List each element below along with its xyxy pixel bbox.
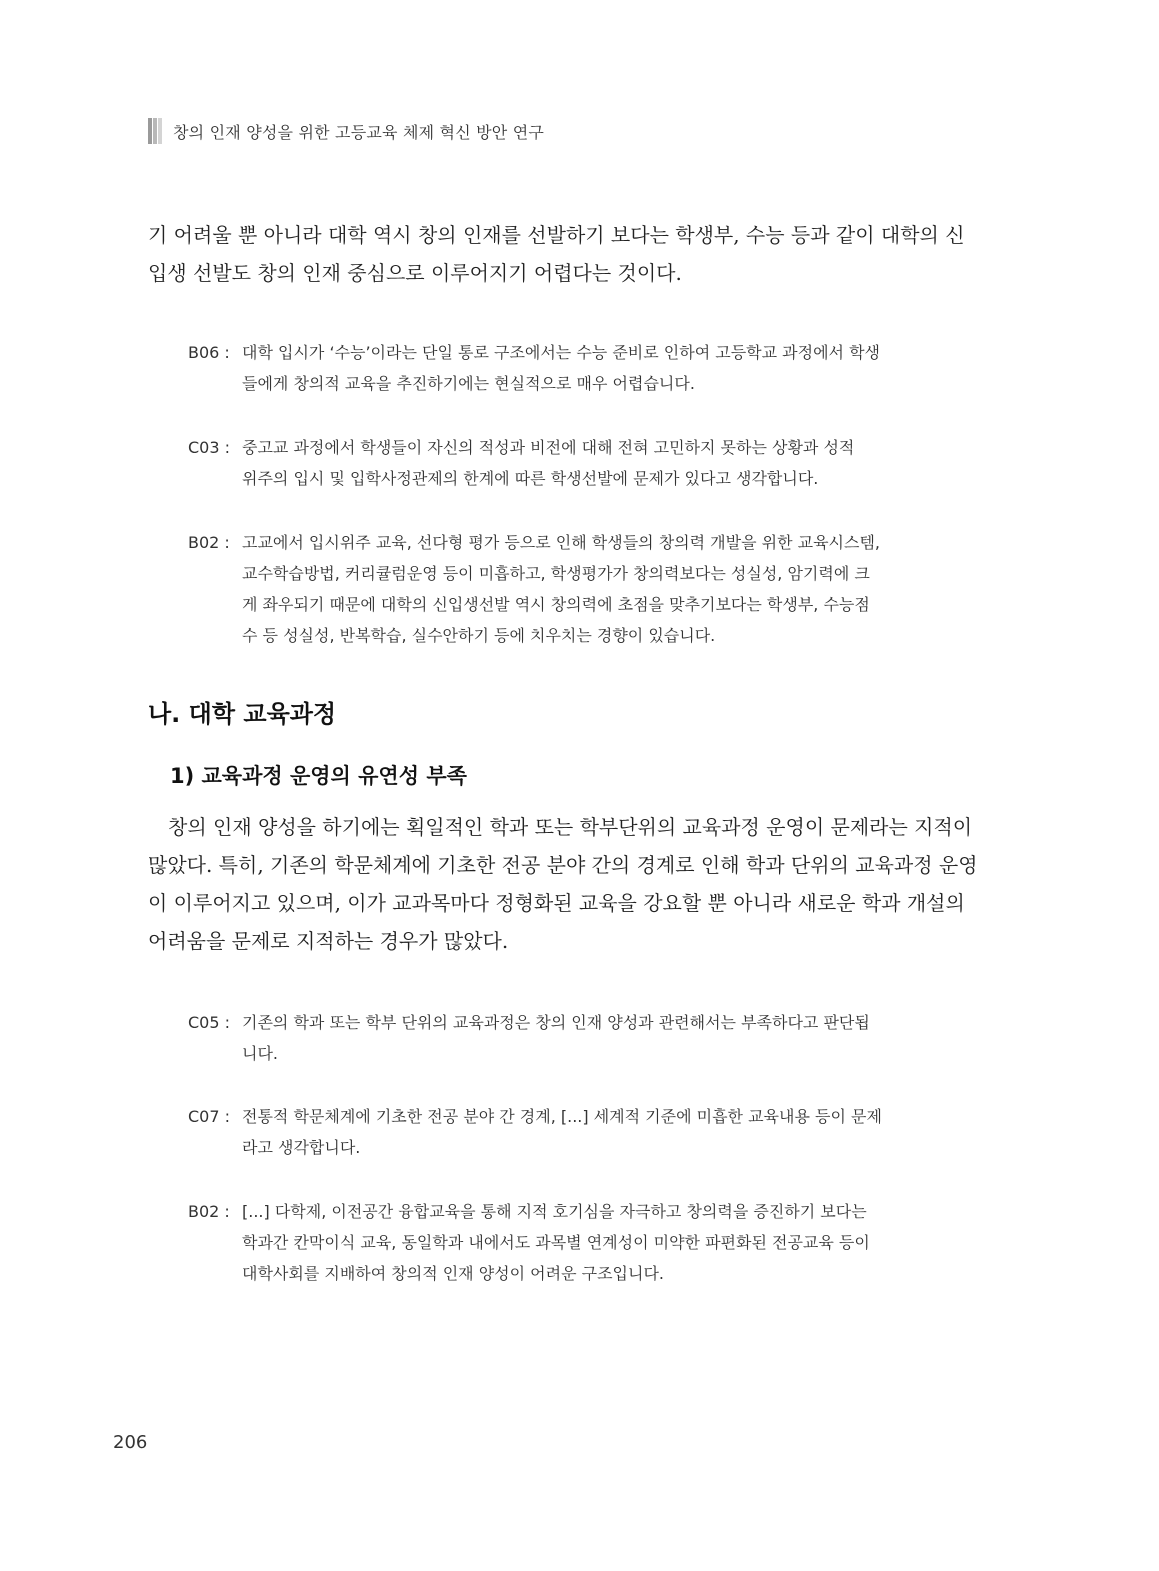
interview-quote-c07 <box>188 1101 988 1163</box>
quote-line: 학과간 칸막이식 교육, 동일학과 내에서도 과목별 연계성이 미약한 파편화된 전공교육 등이 <box>242 1233 870 1252</box>
interview-quote-c05 <box>188 1007 988 1069</box>
section-paragraph <box>148 808 1008 960</box>
header-bar-icon <box>148 118 163 144</box>
quote-speaker: C05 : <box>188 1013 231 1032</box>
quote-speaker: B02 : <box>188 533 230 552</box>
quote-line: 들에게 창의적 교육을 추진하기에는 현실적으로 매우 어렵습니다. <box>242 374 695 393</box>
intro-paragraph <box>148 216 1008 292</box>
paragraph-line: 입생 선발도 창의 인재 중심으로 이루어지기 어렵다는 것이다. <box>148 261 682 285</box>
quote-line: 수 등 성실성, 반복학습, 실수안하기 등에 치우치는 경향이 있습니다. <box>242 626 716 645</box>
quote-line: 전통적 학문체계에 기초한 전공 분야 간 경계, [...] 세계적 기준에 미흡한 교육내용 등이 문제 <box>242 1107 882 1126</box>
quote-line: 교수학습방법, 커리큘럼운영 등이 미흡하고, 학생평가가 창의력보다는 성실성, 암기력에 크 <box>242 564 870 583</box>
page-number: 206 <box>113 1432 148 1453</box>
paragraph-line: 이 이루어지고 있으며, 이가 교과목마다 정형화된 교육을 강요할 뿐 아니라 새로운 학과 개설의 <box>148 891 965 915</box>
quote-line: 고교에서 입시위주 교육, 선다형 평가 등으로 인해 학생들의 창의력 개발을 위한 교육시스템, <box>242 533 880 552</box>
quote-line: 니다. <box>242 1044 278 1063</box>
running-header <box>148 118 544 144</box>
quote-line: 라고 생각합니다. <box>242 1138 361 1157</box>
running-header-title: 창의 인재 양성을 위한 고등교육 체제 혁신 방안 연구 <box>173 122 545 142</box>
quote-speaker: B02 : <box>188 1202 230 1221</box>
quote-line: 대학사회를 지배하여 창의적 인재 양성이 어려운 구조입니다. <box>242 1264 665 1283</box>
interview-quote-b02-second <box>188 1196 988 1289</box>
quote-line: 게 좌우되기 때문에 대학의 신입생선발 역시 창의력에 초점을 맞추기보다는 학생부, 수능점 <box>242 595 870 614</box>
quote-speaker: B06 : <box>188 343 230 362</box>
quote-line: 위주의 입시 및 입학사정관제의 한계에 따른 학생선발에 문제가 있다고 생각합니다. <box>242 469 819 488</box>
quote-speaker: C03 : <box>188 438 231 457</box>
quote-line: 중고교 과정에서 학생들이 자신의 적성과 비전에 대해 전혀 고민하지 못하는 상황과 성적 <box>242 438 855 457</box>
quote-speaker: C07 : <box>188 1107 231 1126</box>
subsection-heading: 1) 교육과정 운영의 유연성 부족 <box>170 764 467 788</box>
paragraph-line: 어려움을 문제로 지적하는 경우가 많았다. <box>148 929 509 953</box>
interview-quote-b06 <box>188 337 988 399</box>
interview-quote-b02 <box>188 527 988 651</box>
paragraph-line: 기 어려울 뿐 아니라 대학 역시 창의 인재를 선발하기 보다는 학생부, 수능 등과 같이 대학의 신 <box>148 223 965 247</box>
section-heading: 나. 대학 교육과정 <box>148 700 337 728</box>
quote-line: [...] 다학제, 이전공간 융합교육을 통해 지적 호기심을 자극하고 창의력을 증진하기 보다는 <box>242 1202 867 1221</box>
paragraph-line: 창의 인재 양성을 하기에는 획일적인 학과 또는 학부단위의 교육과정 운영이 문제라는 지적이 <box>168 815 973 839</box>
quote-line: 기존의 학과 또는 학부 단위의 교육과정은 창의 인재 양성과 관련해서는 부족하다고 판단됩 <box>242 1013 870 1032</box>
interview-quote-c03 <box>188 432 988 494</box>
paragraph-line: 많았다. 특히, 기존의 학문체계에 기초한 전공 분야 간의 경계로 인해 학과 단위의 교육과정 운영 <box>148 853 978 877</box>
quote-line: 대학 입시가 ‘수능’이라는 단일 통로 구조에서는 수능 준비로 인하여 고등학교 과정에서 학생 <box>242 343 880 362</box>
